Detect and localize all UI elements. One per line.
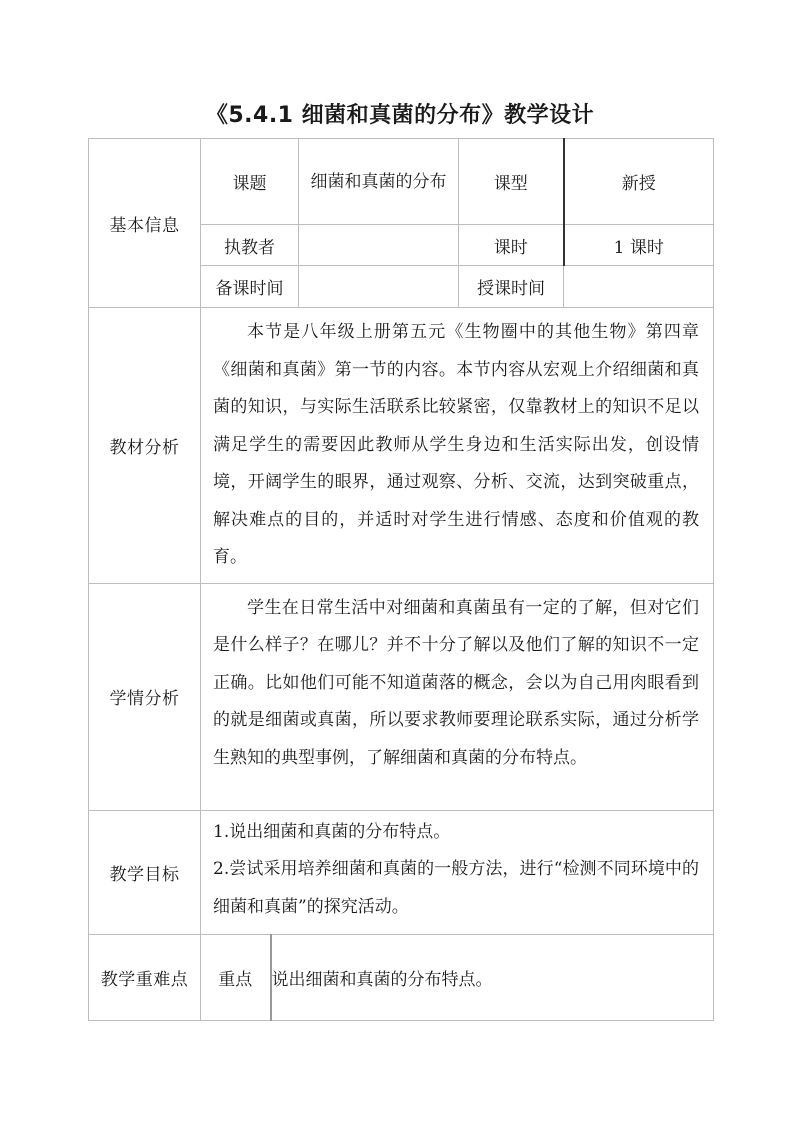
prep-time-value [299, 266, 459, 308]
topic-value: 细菌和真菌的分布 [299, 139, 459, 225]
material-analysis-row [89, 308, 714, 584]
student-analysis-text: 学生在日常生活中对细菌和真菌虽有一定的了解，但对它们是什么样子？在哪儿？并不十分了解以及他们了解的知识不一定正确。比如他们可能不知道菌落的概念，会以为自己用肉眼看到的就是细菌或真菌，所以要求教师要理论联系实际，通过分析学生熟知的典型事例，了解细菌和真菌的分布特点。 [201, 583, 714, 810]
material-analysis-label: 教材分析 [89, 308, 201, 584]
prep-time-label: 备课时间 [201, 266, 299, 308]
objectives-row [89, 810, 714, 934]
objectives-list [201, 810, 714, 934]
key-points-row [89, 934, 714, 1020]
student-analysis-label: 学情分析 [89, 583, 201, 810]
teacher-label: 执教者 [201, 225, 299, 266]
basic-info-label: 基本信息 [89, 139, 201, 308]
teach-time-value [564, 266, 714, 308]
basic-info-row-topic [89, 139, 714, 225]
teach-time-label: 授课时间 [459, 266, 564, 308]
type-label: 课型 [459, 139, 564, 225]
lesson-plan-table [88, 138, 714, 1021]
objective-item: 1.说出细菌和真菌的分布特点。 [213, 821, 451, 842]
teacher-value [299, 225, 459, 266]
topic-label: 课题 [201, 139, 299, 225]
objectives-label: 教学目标 [89, 810, 201, 934]
focus-label: 重点 [201, 934, 271, 1020]
student-analysis-row [89, 583, 714, 810]
focus-value: 说出细菌和真菌的分布特点。 [271, 934, 714, 1020]
objective-item: 2.尝试采用培养细菌和真菌的一般方法，进行“检测不同环境中的细菌和真菌”的探究活动。 [213, 859, 699, 917]
key-points-label: 教学重难点 [89, 934, 201, 1020]
material-analysis-text: 本节是八年级上册第五元《生物圈中的其他生物》第四章《细菌和真菌》第一节的内容。本节内容从宏观上介绍细菌和真菌的知识，与实际生活联系比较紧密，仅靠教材上的知识不足以满足学生的需要因此教师从学生身边和生活实际出发，创设情境，开阔学生的眼界，通过观察、分析、交流，达到突破重点，解决难点的目的，并适时对学生进行情感、态度和价值观的教育。 [201, 308, 714, 584]
hours-label: 课时 [459, 225, 564, 266]
document-title: 《5.4.1 细菌和真菌的分布》教学设计 [205, 103, 595, 128]
hours-value: 1 课时 [564, 225, 714, 266]
type-value: 新授 [564, 139, 714, 225]
